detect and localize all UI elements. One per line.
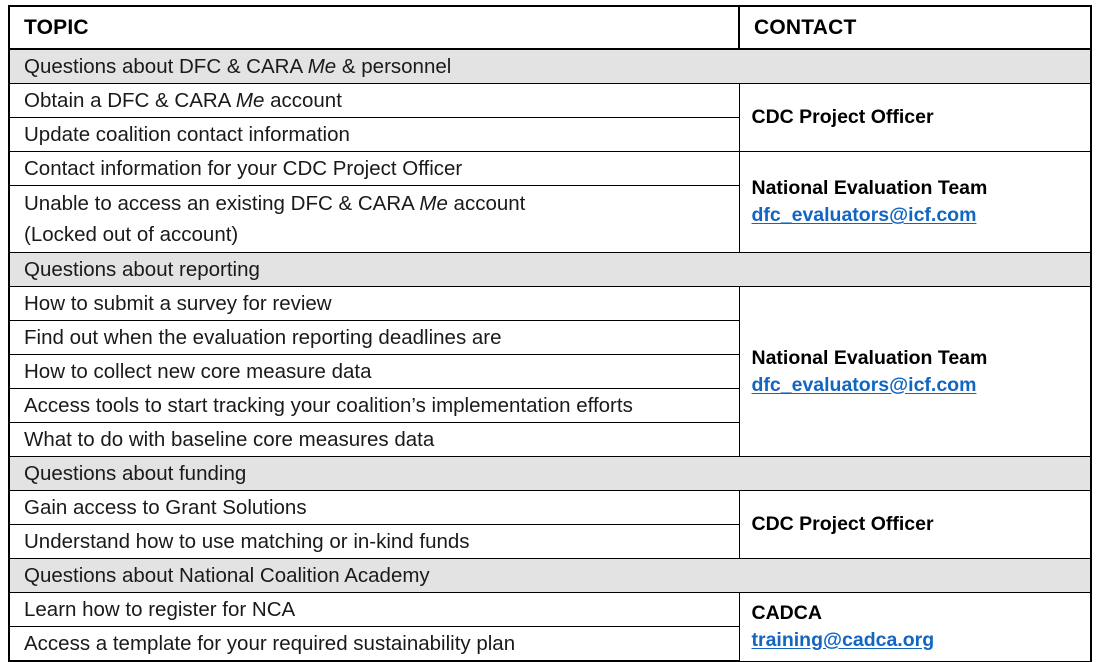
- table-row: [9, 287, 1091, 321]
- contact-cell: [739, 491, 1091, 559]
- topic-cell: Understand how to use matching or in-kind funds: [9, 525, 739, 559]
- contact-cell: [739, 84, 1091, 152]
- contact-cell: [739, 287, 1091, 457]
- topic-cell: How to collect new core measure data: [9, 355, 739, 389]
- table-row: [9, 84, 1091, 118]
- section-heading-row: [9, 253, 1091, 287]
- section-heading-section-reporting: Questions about reporting: [9, 253, 1091, 287]
- contact-cell: [739, 152, 1091, 253]
- topic-cell: How to submit a survey for review: [9, 287, 739, 321]
- topic-cell: Access tools to start tracking your coalition’s implementation efforts: [9, 389, 739, 423]
- column-header-contact: CONTACT: [739, 6, 1091, 49]
- contact-name: CADCA: [751, 601, 822, 624]
- contact-email-link[interactable]: dfc_evaluators@icf.com: [751, 204, 977, 226]
- table-header-row: [9, 6, 1091, 49]
- topic-cell: Find out when the evaluation reporting deadlines are: [9, 321, 739, 355]
- topic-cell: Unable to access an existing DFC & CARA Me account (Locked out of account): [9, 186, 739, 253]
- topic-cell: Learn how to register for NCA: [9, 593, 739, 627]
- section-heading-row: [9, 49, 1091, 84]
- contact-name: CDC Project Officer: [751, 106, 934, 128]
- table-body: [9, 49, 1091, 661]
- topic-cell: What to do with baseline core measures data: [9, 423, 739, 457]
- contact-email-link[interactable]: dfc_evaluators@icf.com: [751, 373, 977, 396]
- topic-cell-second-line: (Locked out of account): [24, 223, 239, 246]
- table-row: [9, 593, 1091, 627]
- contact-name: National Evaluation Team: [751, 346, 988, 369]
- contact-name: National Evaluation Team: [751, 177, 988, 199]
- table-row: [9, 152, 1091, 186]
- topic-cell: Access a template for your required sustainability plan: [9, 627, 739, 662]
- section-heading-emphasis: Me: [307, 54, 337, 78]
- section-heading-row: [9, 457, 1091, 491]
- topic-cell: Gain access to Grant Solutions: [9, 491, 739, 525]
- topic-emphasis: Me: [235, 89, 265, 112]
- section-heading-section-personnel: Questions about DFC & CARA Me & personnel: [9, 49, 1091, 84]
- table-row: [9, 491, 1091, 525]
- section-heading-section-funding: Questions about funding: [9, 457, 1091, 491]
- topic-emphasis: Me: [419, 192, 448, 215]
- contact-cell: [739, 593, 1091, 662]
- topic-contact-table: [8, 5, 1092, 662]
- column-header-topic: TOPIC: [9, 6, 739, 49]
- section-heading-row: [9, 559, 1091, 593]
- contact-email-link[interactable]: training@cadca.org: [751, 628, 935, 651]
- topic-cell: Update coalition contact information: [9, 118, 739, 152]
- table-head: [9, 6, 1091, 49]
- contact-name: CDC Project Officer: [751, 513, 934, 535]
- section-heading-section-nca: Questions about National Coalition Academy: [9, 559, 1091, 593]
- topic-cell: Obtain a DFC & CARA Me account: [9, 84, 739, 118]
- topic-cell: Contact information for your CDC Project Officer: [9, 152, 739, 186]
